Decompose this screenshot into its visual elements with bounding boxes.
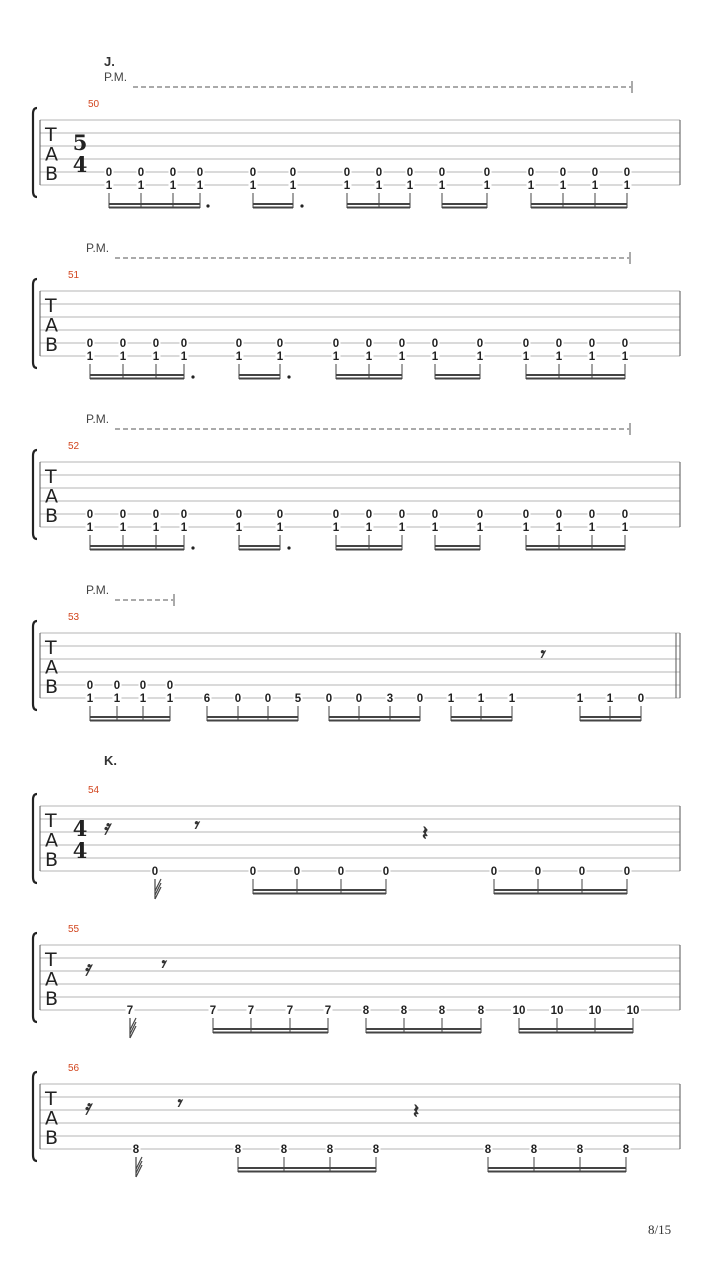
fret-number: 8 — [280, 1144, 288, 1156]
fret-number: 3 — [386, 693, 394, 705]
rehearsal-mark: J. — [104, 54, 115, 69]
time-signature-top: 4 — [72, 816, 88, 841]
fret-number: 1 — [180, 351, 188, 363]
tab-system-56 — [33, 1063, 680, 1177]
fret-number: 1 — [476, 522, 484, 534]
fret-number: 8 — [530, 1144, 538, 1156]
tab-systems — [33, 54, 680, 1177]
beam — [488, 1167, 626, 1169]
fret-number: 0 — [522, 338, 530, 350]
fret-number: 0 — [332, 338, 340, 350]
beam — [90, 378, 184, 380]
palm-mute-label: P.M. — [86, 583, 110, 597]
rest-symbol: 𝄿 — [83, 1095, 91, 1119]
tab-clef-letter: A — [45, 314, 58, 337]
fret-number: 10 — [550, 1005, 564, 1017]
fret-number: 10 — [588, 1005, 602, 1017]
beam — [239, 545, 280, 547]
beam — [366, 1028, 481, 1030]
fret-number: 0 — [151, 866, 159, 878]
tab-system-51 — [33, 241, 680, 380]
fret-number: 1 — [119, 522, 127, 534]
fret-number: 0 — [578, 866, 586, 878]
tab-clef-letter: B — [45, 988, 59, 1010]
tab-clef-letter: T — [45, 466, 57, 488]
measure-number: 52 — [68, 441, 80, 452]
fret-number: 8 — [477, 1005, 485, 1017]
beam — [90, 549, 184, 551]
fret-number: 1 — [105, 180, 113, 192]
tab-clef-letter: B — [45, 676, 59, 698]
fret-number: 5 — [294, 693, 302, 705]
fret-number: 8 — [132, 1144, 140, 1156]
fret-number: 1 — [438, 180, 446, 192]
fret-number: 0 — [180, 509, 188, 521]
beam — [526, 549, 625, 551]
fret-number: 0 — [264, 693, 272, 705]
fret-number: 0 — [105, 167, 113, 179]
fret-number: 1 — [555, 351, 563, 363]
beam — [336, 374, 402, 376]
fret-number: 1 — [508, 693, 516, 705]
beam — [109, 203, 200, 205]
fret-number: 1 — [332, 522, 340, 534]
beam — [519, 1028, 633, 1030]
fret-number: 1 — [86, 351, 94, 363]
fret-number: 0 — [623, 167, 631, 179]
fret-number: 1 — [591, 180, 599, 192]
fret-number: 0 — [588, 509, 596, 521]
fret-number: 7 — [247, 1005, 255, 1017]
beam — [90, 545, 184, 547]
fret-number: 1 — [152, 351, 160, 363]
fret-number: 0 — [621, 509, 629, 521]
fret-number: 1 — [343, 180, 351, 192]
measure-number: 50 — [88, 99, 100, 110]
tab-clef-letter: T — [45, 124, 57, 146]
fret-number: 0 — [555, 338, 563, 350]
fret-number: 0 — [332, 509, 340, 521]
dotted-note-dot — [300, 204, 303, 207]
palm-mute-label: P.M. — [86, 241, 110, 255]
beam — [494, 893, 627, 895]
dotted-note-dot — [191, 375, 194, 378]
fret-number: 0 — [365, 509, 373, 521]
beam — [239, 378, 280, 380]
rest-symbol: 𝄿 — [83, 956, 91, 980]
beam — [207, 716, 298, 718]
fret-number: 8 — [326, 1144, 334, 1156]
rest-symbol: 𝄾 — [192, 813, 198, 837]
fret-number: 0 — [382, 866, 390, 878]
fret-number: 1 — [196, 180, 204, 192]
tab-system-54 — [33, 753, 680, 899]
fret-number: 0 — [86, 680, 94, 692]
beam — [526, 374, 625, 376]
fret-number: 1 — [365, 351, 373, 363]
tab-clef-letter: B — [45, 505, 59, 527]
fret-number: 1 — [588, 522, 596, 534]
beam — [435, 545, 480, 547]
fret-number: 0 — [534, 866, 542, 878]
fret-number: 0 — [438, 167, 446, 179]
fret-number: 1 — [623, 180, 631, 192]
system-bracket — [33, 621, 37, 710]
fret-number: 8 — [484, 1144, 492, 1156]
beam — [238, 1171, 376, 1173]
fret-number: 8 — [362, 1005, 370, 1017]
tab-clef-letter: B — [45, 163, 59, 185]
beam — [580, 716, 641, 718]
fret-number: 1 — [555, 522, 563, 534]
fret-number: 0 — [406, 167, 414, 179]
system-bracket — [33, 933, 37, 1022]
fret-number: 0 — [169, 167, 177, 179]
fret-number: 1 — [477, 693, 485, 705]
system-bracket — [33, 450, 37, 539]
fret-number: 0 — [398, 338, 406, 350]
beam — [239, 374, 280, 376]
fret-number: 0 — [398, 509, 406, 521]
fret-number: 0 — [235, 509, 243, 521]
beam — [494, 889, 627, 891]
fret-number: 1 — [249, 180, 257, 192]
beam — [336, 549, 402, 551]
fret-number: 10 — [626, 1005, 640, 1017]
system-bracket — [33, 279, 37, 368]
fret-number: 1 — [398, 522, 406, 534]
fret-number: 10 — [512, 1005, 526, 1017]
fret-number: 1 — [235, 522, 243, 534]
beam — [213, 1028, 328, 1030]
beam — [526, 545, 625, 547]
fret-number: 0 — [621, 338, 629, 350]
fret-number: 1 — [621, 522, 629, 534]
fret-number: 0 — [365, 338, 373, 350]
beam — [526, 378, 625, 380]
beam — [329, 720, 420, 722]
fret-number: 8 — [372, 1144, 380, 1156]
fret-number: 1 — [289, 180, 297, 192]
beam — [253, 889, 386, 891]
beam — [442, 203, 487, 205]
palm-mute-label: P.M. — [104, 70, 128, 84]
system-bracket — [33, 794, 37, 883]
beam — [347, 203, 410, 205]
fret-number: 1 — [621, 351, 629, 363]
beam — [451, 720, 512, 722]
fret-number: 0 — [235, 338, 243, 350]
beam — [347, 207, 410, 209]
fret-number: 1 — [483, 180, 491, 192]
fret-number: 1 — [235, 351, 243, 363]
rest-symbol: 𝄾 — [175, 1091, 181, 1115]
tab-clef-letter: B — [45, 849, 59, 871]
tab-clef-letter: A — [45, 1107, 58, 1130]
fret-number: 1 — [527, 180, 535, 192]
fret-number: 1 — [559, 180, 567, 192]
fret-number: 0 — [431, 338, 439, 350]
fret-number: 0 — [113, 680, 121, 692]
fret-number: 6 — [203, 693, 211, 705]
beam — [90, 374, 184, 376]
measure-number: 53 — [68, 612, 80, 623]
fret-number: 0 — [637, 693, 645, 705]
fret-number: 1 — [113, 693, 121, 705]
dotted-note-dot — [287, 375, 290, 378]
fret-number: 0 — [119, 509, 127, 521]
beam — [90, 720, 170, 722]
tab-clef-letter: A — [45, 485, 58, 508]
tab-clef-letter: A — [45, 143, 58, 166]
fret-number: 0 — [588, 338, 596, 350]
beam — [239, 549, 280, 551]
fret-number: 0 — [343, 167, 351, 179]
system-bracket — [33, 1072, 37, 1161]
fret-number: 1 — [180, 522, 188, 534]
beam — [253, 207, 293, 209]
tab-clef-letter: A — [45, 829, 58, 852]
fret-number: 1 — [588, 351, 596, 363]
fret-number: 0 — [522, 509, 530, 521]
fret-number: 0 — [196, 167, 204, 179]
tab-clef-letter: A — [45, 656, 58, 679]
fret-number: 0 — [86, 509, 94, 521]
beam — [336, 545, 402, 547]
fret-number: 8 — [234, 1144, 242, 1156]
fret-number: 0 — [276, 509, 284, 521]
fret-number: 0 — [119, 338, 127, 350]
fret-number: 0 — [325, 693, 333, 705]
fret-number: 0 — [591, 167, 599, 179]
dotted-note-dot — [206, 204, 209, 207]
dotted-note-dot — [287, 546, 290, 549]
tab-system-52 — [33, 412, 680, 551]
rehearsal-mark: K. — [104, 753, 117, 768]
fret-number: 1 — [447, 693, 455, 705]
fret-number: 0 — [276, 338, 284, 350]
fret-number: 0 — [483, 167, 491, 179]
fret-number: 1 — [86, 693, 94, 705]
beam — [451, 716, 512, 718]
tab-clef-letter: A — [45, 968, 58, 991]
fret-number: 0 — [355, 693, 363, 705]
fret-number: 0 — [180, 338, 188, 350]
time-signature-bottom: 4 — [72, 838, 88, 863]
fret-number: 0 — [234, 693, 242, 705]
fret-number: 1 — [166, 693, 174, 705]
fret-number: 0 — [137, 167, 145, 179]
fret-number: 8 — [576, 1144, 584, 1156]
fret-number: 0 — [166, 680, 174, 692]
fret-number: 0 — [293, 866, 301, 878]
beam — [435, 378, 480, 380]
beam — [435, 549, 480, 551]
rest-symbol: 𝄾 — [538, 642, 544, 666]
fret-number: 0 — [289, 167, 297, 179]
fret-number: 0 — [86, 338, 94, 350]
fret-number: 1 — [86, 522, 94, 534]
rest-symbol: 𝄿 — [102, 815, 110, 839]
fret-number: 1 — [576, 693, 584, 705]
measure-number: 56 — [68, 1063, 80, 1074]
fret-number: 0 — [527, 167, 535, 179]
fret-number: 1 — [431, 351, 439, 363]
beam — [580, 720, 641, 722]
time-signature-top: 5 — [72, 130, 88, 155]
fret-number: 7 — [324, 1005, 332, 1017]
tab-system-55 — [33, 924, 680, 1038]
fret-number: 1 — [276, 351, 284, 363]
beam — [366, 1032, 481, 1034]
fret-number: 1 — [139, 693, 147, 705]
rest-symbol: 𝄾 — [159, 952, 165, 976]
beam — [442, 207, 487, 209]
fret-number: 1 — [137, 180, 145, 192]
fret-number: 0 — [139, 680, 147, 692]
fret-number: 0 — [476, 509, 484, 521]
beam — [238, 1167, 376, 1169]
tab-clef-letter: T — [45, 949, 57, 971]
beam — [213, 1032, 328, 1034]
beam — [519, 1032, 633, 1034]
fret-number: 8 — [622, 1144, 630, 1156]
fret-number: 0 — [337, 866, 345, 878]
fret-number: 1 — [522, 522, 530, 534]
fret-number: 1 — [332, 351, 340, 363]
beam — [336, 378, 402, 380]
fret-number: 0 — [152, 509, 160, 521]
fret-number: 0 — [249, 167, 257, 179]
page-number: 8/15 — [648, 1222, 672, 1237]
beam — [90, 716, 170, 718]
beam — [253, 203, 293, 205]
fret-number: 1 — [606, 693, 614, 705]
time-signature-bottom: 4 — [72, 152, 88, 177]
beam — [329, 716, 420, 718]
fret-number: 1 — [169, 180, 177, 192]
tab-clef-letter: B — [45, 334, 59, 356]
palm-mute-label: P.M. — [86, 412, 110, 426]
beam — [531, 203, 627, 205]
measure-number: 51 — [68, 270, 80, 281]
tab-system-53 — [33, 583, 680, 722]
tab-clef-letter: B — [45, 1127, 59, 1149]
fret-number: 8 — [400, 1005, 408, 1017]
fret-number: 1 — [375, 180, 383, 192]
beam — [531, 207, 627, 209]
measure-number: 54 — [88, 785, 100, 796]
beam — [435, 374, 480, 376]
fret-number: 0 — [555, 509, 563, 521]
fret-number: 0 — [490, 866, 498, 878]
fret-number: 0 — [249, 866, 257, 878]
tab-clef-letter: T — [45, 637, 57, 659]
fret-number: 1 — [152, 522, 160, 534]
system-bracket — [33, 108, 37, 197]
fret-number: 0 — [431, 509, 439, 521]
fret-number: 0 — [416, 693, 424, 705]
fret-number: 1 — [406, 180, 414, 192]
rest-symbol: 𝄽 — [412, 1099, 420, 1123]
fret-number: 8 — [438, 1005, 446, 1017]
beam — [109, 207, 200, 209]
fret-number: 1 — [476, 351, 484, 363]
beam — [488, 1171, 626, 1173]
fret-number: 7 — [286, 1005, 294, 1017]
fret-number: 1 — [119, 351, 127, 363]
fret-number: 1 — [276, 522, 284, 534]
beam — [207, 720, 298, 722]
dotted-note-dot — [191, 546, 194, 549]
tab-clef-letter: T — [45, 810, 57, 832]
fret-number: 1 — [398, 351, 406, 363]
tab-system-50 — [33, 54, 680, 209]
fret-number: 7 — [126, 1005, 134, 1017]
fret-number: 1 — [431, 522, 439, 534]
fret-number: 0 — [375, 167, 383, 179]
fret-number: 1 — [522, 351, 530, 363]
fret-number: 0 — [476, 338, 484, 350]
fret-number: 0 — [152, 338, 160, 350]
tab-clef-letter: T — [45, 295, 57, 317]
rest-symbol: 𝄽 — [421, 821, 429, 845]
measure-number: 55 — [68, 924, 80, 935]
fret-number: 7 — [209, 1005, 217, 1017]
fret-number: 0 — [559, 167, 567, 179]
beam — [253, 893, 386, 895]
fret-number: 1 — [365, 522, 373, 534]
tab-clef-letter: T — [45, 1088, 57, 1110]
fret-number: 0 — [623, 866, 631, 878]
